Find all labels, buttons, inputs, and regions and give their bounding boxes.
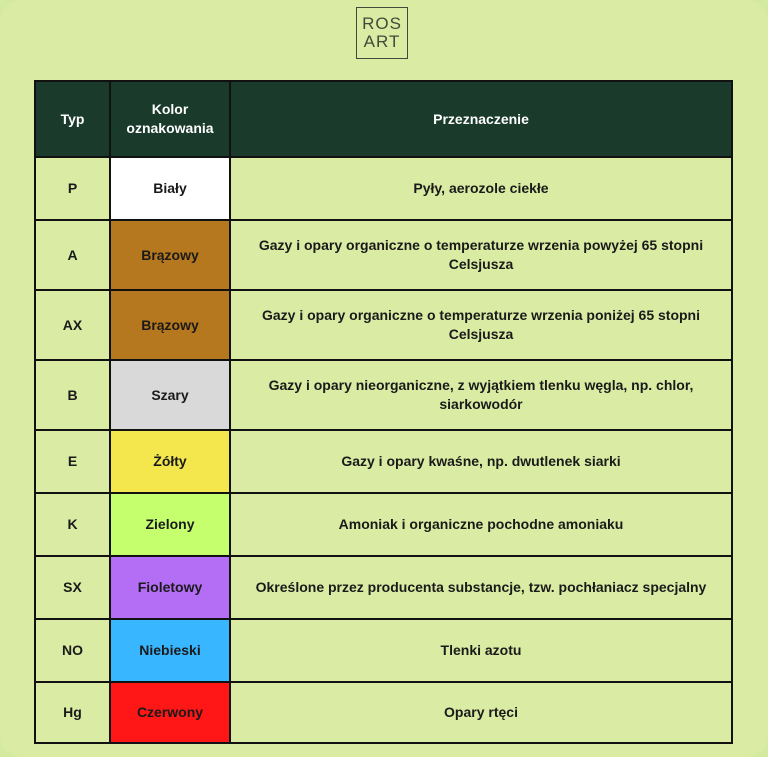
table-row [35,493,732,556]
rosart-logo [356,7,408,59]
table-row [35,556,732,619]
logo-line-1: ROS [362,14,402,33]
cell-color: Brązowy [110,290,230,360]
cell-type: E [35,430,110,493]
cell-color: Fioletowy [110,556,230,619]
filter-types-table [34,80,733,744]
cell-color: Biały [110,157,230,220]
cell-type: Hg [35,682,110,743]
cell-type: P [35,157,110,220]
table-row [35,157,732,220]
cell-type: A [35,220,110,290]
cell-purpose: Gazy i opary nieorganiczne, z wyjątkiem tlenku węgla, np. chlor, siarkowodór [230,360,732,430]
cell-purpose: Amoniak i organiczne pochodne amoniaku [230,493,732,556]
logo-line-2: ART [363,32,401,51]
cell-color: Szary [110,360,230,430]
cell-purpose: Gazy i opary kwaśne, np. dwutlenek siarki [230,430,732,493]
header-type: Typ [35,81,110,157]
cell-color: Czerwony [110,682,230,743]
cell-type: K [35,493,110,556]
cell-purpose: Określone przez producenta substancje, tzw. pochłaniacz specjalny [230,556,732,619]
cell-purpose: Tlenki azotu [230,619,732,682]
cell-type: B [35,360,110,430]
table-row [35,619,732,682]
header-purpose: Przeznaczenie [230,81,732,157]
cell-type: SX [35,556,110,619]
cell-purpose: Opary rtęci [230,682,732,743]
cell-color: Brązowy [110,220,230,290]
cell-color: Zielony [110,493,230,556]
cell-purpose: Pyły, aerozole ciekłe [230,157,732,220]
table-row [35,220,732,290]
cell-type: NO [35,619,110,682]
table-row [35,682,732,743]
table-row [35,430,732,493]
table-row [35,290,732,360]
cell-purpose: Gazy i opary organiczne o temperaturze wrzenia powyżej 65 stopni Celsjusza [230,220,732,290]
cell-color: Żółty [110,430,230,493]
header-color: Kolor oznakowania [110,81,230,157]
cell-type: AX [35,290,110,360]
table-header-row [35,81,732,157]
cell-color: Niebieski [110,619,230,682]
table-row [35,360,732,430]
cell-purpose: Gazy i opary organiczne o temperaturze wrzenia poniżej 65 stopni Celsjusza [230,290,732,360]
